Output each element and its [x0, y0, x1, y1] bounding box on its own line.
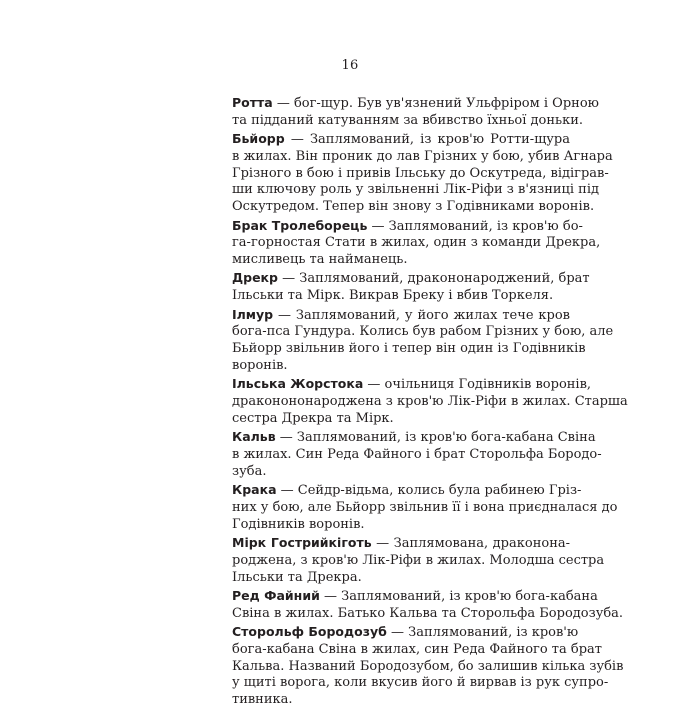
- entry-term: Ільська Жорстока: [232, 376, 364, 392]
- glossary-entry: [232, 217, 601, 269]
- entry-text: Бьйорр звільнив його і тепер він один із Годівників: [232, 341, 586, 357]
- entry-text: — Заплямований, із кров'ю бога-кабана: [319, 588, 598, 604]
- entry-text: мисливець та найманець.: [232, 252, 408, 268]
- glossary-entries: [232, 95, 628, 710]
- entry-line: [232, 148, 613, 166]
- entry-term: Ред Файний: [232, 587, 320, 603]
- entry-text: них у бою, але Бьйорр звільнив її і вона приєдналася до: [232, 499, 618, 515]
- entry-line: [232, 499, 618, 517]
- entry-text: Оскутредом. Тепер він знову з Годівниками воронів.: [232, 199, 595, 215]
- entry-line: [232, 570, 570, 587]
- entry-term: Брак Тролеборець: [232, 217, 368, 233]
- entry-text: — Заплямований, із кров'ю Ротти-щура: [284, 132, 570, 148]
- entry-line: [232, 131, 570, 149]
- entry-line: [232, 112, 584, 130]
- entry-term: Дрекр: [232, 270, 278, 286]
- entry-text: зуба.: [232, 463, 267, 479]
- entry-line: [232, 482, 582, 500]
- entry-text: Кальва. Названий Бородозубом, бо залишив кілька зубів: [232, 658, 624, 674]
- entry-term: Кальв: [232, 429, 276, 445]
- entry-line: [232, 446, 602, 464]
- entry-text: бога-пса Гундура. Колись був рабом Грізних у бою, але: [232, 324, 614, 340]
- entry-text: — Заплямований, із кров'ю бо-: [367, 218, 583, 234]
- entry-term: Ротта: [232, 95, 273, 110]
- entry-text: ши ключову роль у звільненні Лік-Ріфи з в'язниці під: [232, 182, 599, 198]
- entry-text: — бог-щур. Був ув'язнений Ульфріром і Орною: [272, 96, 599, 111]
- entry-line: [232, 288, 570, 305]
- entry-line: [232, 376, 592, 394]
- entry-term: Мірк Гострийкіготь: [232, 534, 372, 550]
- entry-line: [232, 692, 570, 709]
- entry-text: Грізного в бою і привів Ільську до Оскутреда, відіграв-: [232, 165, 609, 181]
- entry-line: [232, 658, 624, 676]
- entry-line: [232, 411, 570, 428]
- entry-text: Ільськи та Мірк. Викрав Бреку і вбив Торкеля.: [232, 288, 554, 304]
- entry-text: Ільськи та Дрекра.: [232, 569, 362, 585]
- glossary-entry: [232, 376, 628, 427]
- glossary-entry: [232, 131, 613, 216]
- entry-text: — Заплямований, із кров'ю: [386, 624, 579, 640]
- entry-line: [232, 587, 598, 606]
- page-number: 16: [341, 58, 359, 73]
- entry-text: — Заплямована, драконона-: [371, 535, 570, 551]
- entry-term: Бьйорр: [232, 131, 285, 147]
- entry-line: [232, 95, 599, 113]
- entry-line: [232, 394, 628, 411]
- entry-line: [232, 165, 609, 183]
- entry-line: [232, 217, 583, 236]
- entry-text: га-горностая Стати в жилах, один з команди Дрекра,: [232, 235, 601, 251]
- entry-text: в жилах. Син Реда Файного і брат Сторольфа Бородо-: [232, 446, 602, 462]
- entry-line: [232, 552, 605, 570]
- entry-line: [232, 675, 609, 692]
- glossary-entry: [232, 306, 614, 375]
- entry-line: [232, 270, 590, 288]
- entry-text: — Сейдр-відьма, колись була рабинею Гріз-: [276, 483, 582, 499]
- entry-text: Годівників воронів.: [232, 516, 365, 532]
- entry-line: [232, 182, 599, 199]
- entry-term: Ілмур: [232, 306, 274, 322]
- entry-text: тивника.: [232, 692, 293, 708]
- glossary-entry: [232, 534, 605, 586]
- entry-term: Крака: [232, 482, 277, 498]
- entry-line: [232, 307, 570, 325]
- entry-line: [232, 252, 570, 269]
- entry-text: та підданий катуванням за вбивство їхньої доньки.: [232, 112, 584, 128]
- entry-line: [232, 517, 570, 534]
- entry-line: [232, 623, 579, 642]
- entry-line: [232, 324, 614, 341]
- entry-line: [232, 464, 570, 481]
- entry-text: роджена, з кров'ю Лік-Ріфи в жилах. Молодша сестра: [232, 552, 605, 568]
- glossary-entry: [232, 623, 624, 709]
- glossary-entry: [232, 482, 618, 533]
- entry-text: Свіна в жилах. Батько Кальва та Сторольфа Бородозуба.: [232, 605, 624, 621]
- entry-text: — Заплямований, у його жилах тече кров: [273, 307, 570, 323]
- entry-line: [232, 429, 596, 447]
- entry-text: у щиті ворога, коли вкусив його й вирвав із рук супро-: [232, 675, 609, 691]
- entry-text: — очільниця Годівників воронів,: [363, 377, 592, 393]
- entry-text: в жилах. Він проник до лав Грізних у бою, убив Агнара: [232, 148, 613, 164]
- entry-text: сестра Дрекра та Мірк.: [232, 410, 394, 426]
- glossary-entry: [232, 429, 602, 480]
- entry-line: [232, 605, 624, 623]
- entry-line: [232, 235, 601, 252]
- entry-text: драконононароджена з кров'ю Лік-Ріфи в жилах. Старша: [232, 394, 628, 410]
- glossary-entry: [232, 587, 624, 623]
- entry-text: бога-кабана Свіна в жилах, син Реда Файного та брат: [232, 641, 602, 657]
- entry-line: [232, 641, 602, 659]
- glossary-entry: [232, 95, 599, 130]
- entry-text: — Заплямований, дракононароджений, брат: [278, 271, 590, 287]
- entry-line: [232, 341, 586, 358]
- entry-line: [232, 535, 570, 553]
- entry-text: — Заплямований, із кров'ю бога-кабана Свіна: [275, 430, 596, 446]
- entry-term: Сторольф Бородозуб: [232, 623, 387, 639]
- glossary-entry: [232, 270, 590, 305]
- entry-line: [232, 358, 570, 375]
- entry-text: воронів.: [232, 357, 288, 373]
- entry-line: [232, 199, 595, 216]
